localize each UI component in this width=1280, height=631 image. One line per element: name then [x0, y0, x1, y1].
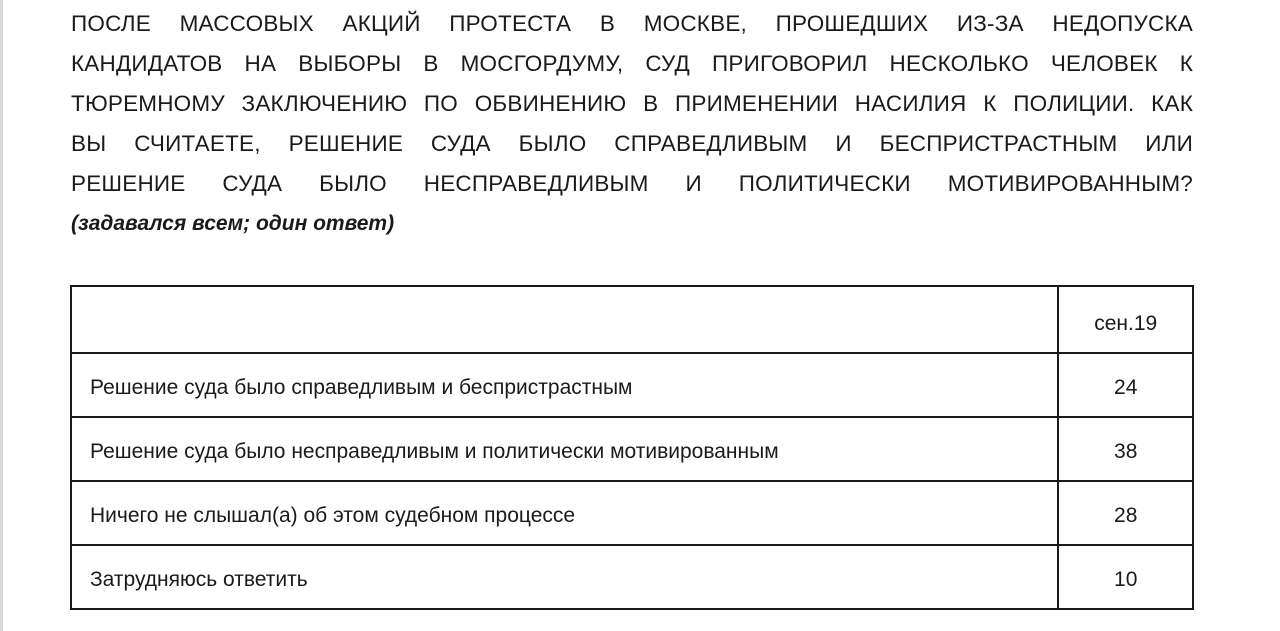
question-note: (задавался всем; один ответ) [71, 212, 395, 235]
answer-value: 10 [1058, 545, 1193, 609]
answer-label: Решение суда было несправедливым и политически мотивированным [71, 417, 1058, 481]
table-row [71, 417, 1193, 481]
question-line: КАНДИДАТОВ НА ВЫБОРЫ В МОСГОРДУМУ, СУД ПРИГОВОРИЛ НЕСКОЛЬКО ЧЕЛОВЕК К [71, 51, 1193, 76]
header-column-cell: сен.19 [1058, 286, 1193, 353]
answer-value: 38 [1058, 417, 1193, 481]
header-label-cell [71, 286, 1058, 353]
question-line: РЕШЕНИЕ СУДА БЫЛО НЕСПРАВЕДЛИВЫМ И ПОЛИТИЧЕСКИ МОТИВИРОВАННЫМ? [71, 171, 1193, 196]
table-header-row [71, 286, 1193, 353]
answer-value: 24 [1058, 353, 1193, 417]
answer-label: Ничего не слышал(а) об этом судебном процессе [71, 481, 1058, 545]
question-line: ВЫ СЧИТАЕТЕ, РЕШЕНИЕ СУДА БЫЛО СПРАВЕДЛИВЫМ И БЕСПРИСТРАСТНЫМ ИЛИ [71, 131, 1193, 156]
question-line: ПОСЛЕ МАССОВЫХ АКЦИЙ ПРОТЕСТА В МОСКВЕ, ПРОШЕДШИХ ИЗ-ЗА НЕДОПУСКА [71, 11, 1193, 36]
page-edge [0, 0, 3, 631]
answer-label: Затрудняюсь ответить [71, 545, 1058, 609]
table-row [71, 545, 1193, 609]
answer-label: Решение суда было справедливым и беспристрастным [71, 353, 1058, 417]
results-table [70, 285, 1194, 610]
question-line: ТЮРЕМНОМУ ЗАКЛЮЧЕНИЮ ПО ОБВИНЕНИЮ В ПРИМЕНЕНИИ НАСИЛИЯ К ПОЛИЦИИ. КАК [71, 91, 1193, 116]
survey-question [71, 4, 1193, 244]
answer-value: 28 [1058, 481, 1193, 545]
table-row [71, 481, 1193, 545]
table-row [71, 353, 1193, 417]
